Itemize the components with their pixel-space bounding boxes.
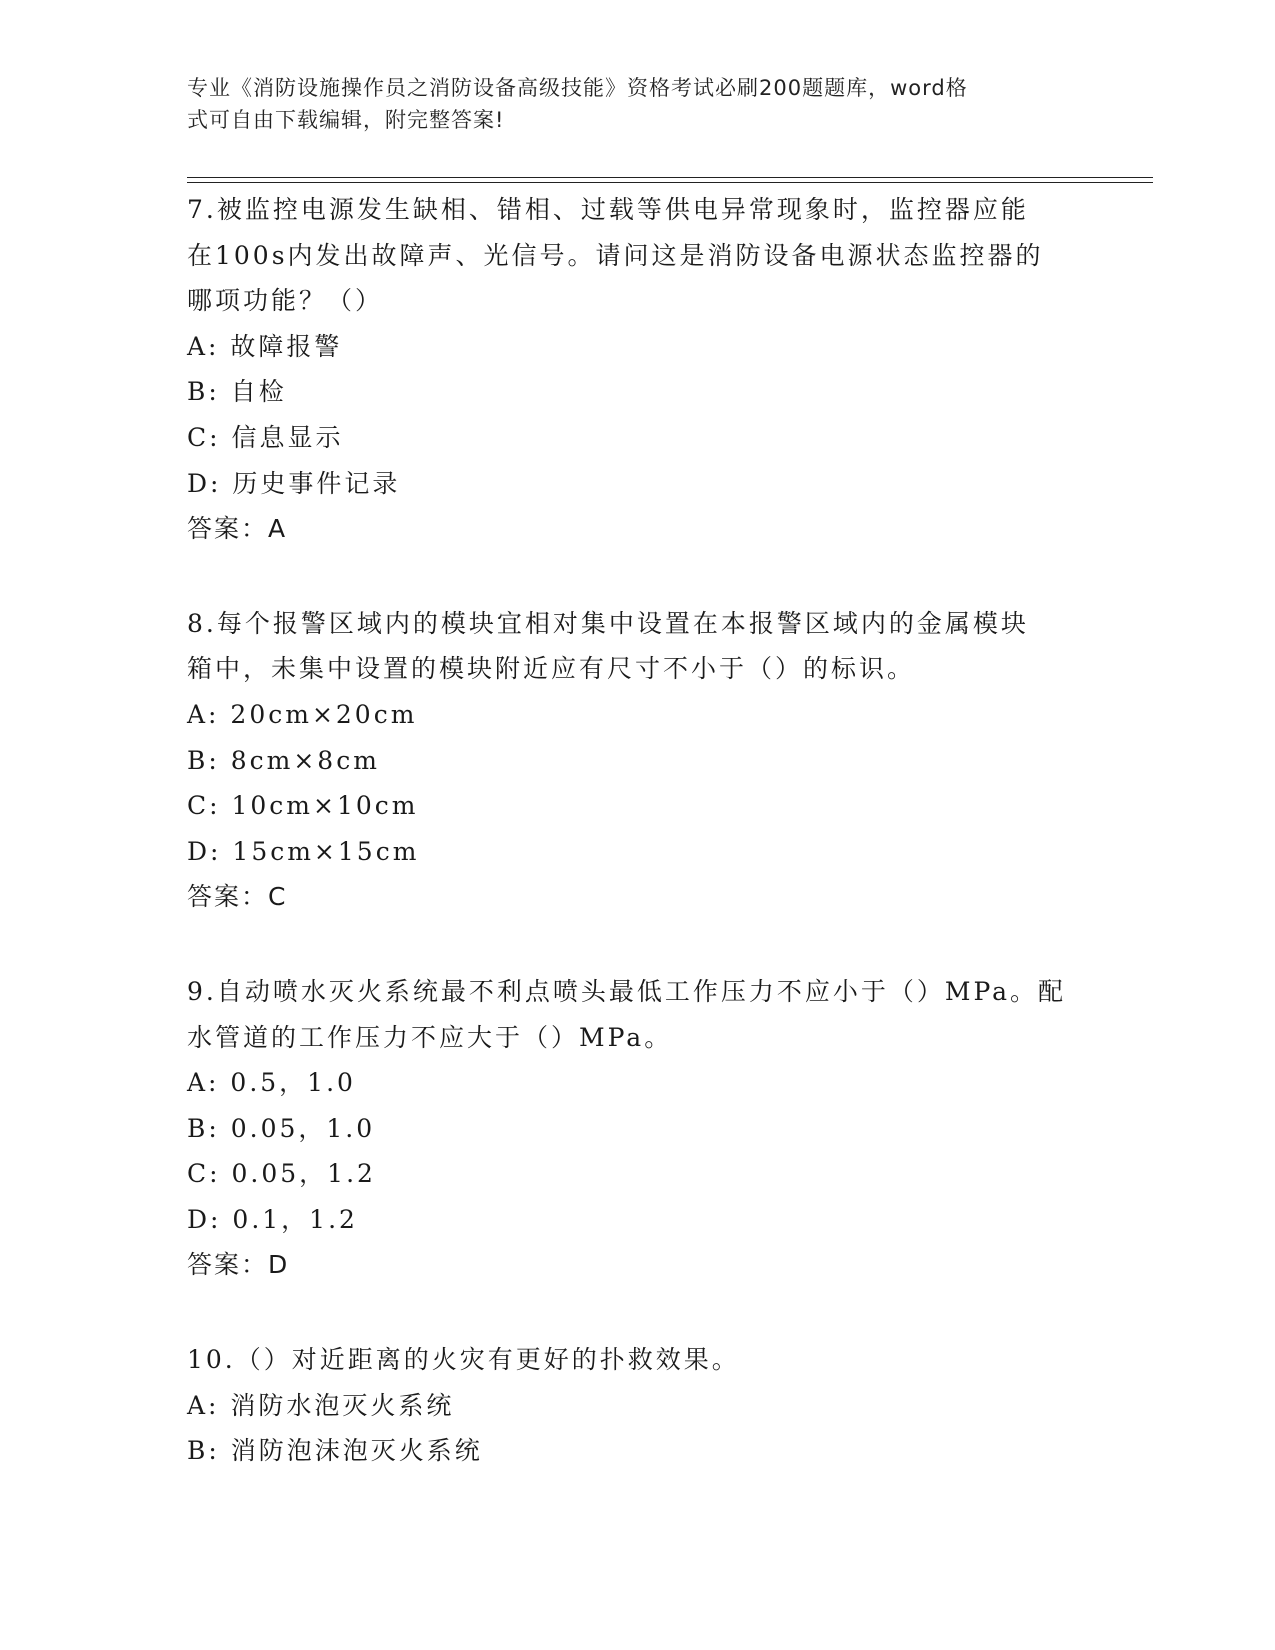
option-a: A: 消防水泡灭火系统: [187, 1390, 455, 1420]
question-7: [187, 187, 1087, 552]
question-8: [187, 601, 1087, 920]
answer-label: 答案：D: [187, 1250, 290, 1280]
question-stem-line: 在100s内发出故障声、光信号。请问这是消防设备电源状态监控器的: [187, 240, 1044, 270]
option-b: B: 消防泡沫泡灭火系统: [187, 1436, 483, 1466]
option-a: A: 0.5，1.0: [187, 1068, 356, 1098]
header-divider-top: [187, 177, 1153, 178]
option-c: C: 信息显示: [187, 422, 344, 452]
option-a: A: 故障报警: [187, 331, 343, 361]
question-stem-line: 哪项功能？（）: [187, 286, 384, 316]
question-stem-line: 7.被监控电源发生缺相、错相、过载等供电异常现象时，监控器应能: [187, 195, 1029, 224]
answer-label: 答案：C: [187, 882, 288, 912]
question-9: [187, 969, 1087, 1288]
option-b: B: 自检: [187, 377, 287, 407]
option-c: C: 10cm×10cm: [187, 791, 419, 821]
option-b: B: 0.05，1.0: [187, 1113, 376, 1143]
question-stem-line: 水管道的工作压力不应大于（）MPa。: [187, 1022, 673, 1052]
document-header: [187, 72, 1067, 136]
question-stem-line: 9.自动喷水灭火系统最不利点喷头最低工作压力不应小于（）MPa。配: [187, 976, 1067, 1006]
option-c: C: 0.05，1.2: [187, 1159, 376, 1189]
answer-label: 答案：A: [187, 514, 288, 544]
header-divider-bottom: [187, 182, 1153, 183]
question-list: [187, 187, 1087, 1523]
question-stem-line: 10.（）对近距离的火灾有更好的扑救效果。: [187, 1345, 740, 1375]
header-line-2: 式可自由下载编辑，附完整答案!: [187, 108, 505, 132]
question-stem-line: 8.每个报警区域内的模块宜相对集中设置在本报警区域内的金属模块: [187, 608, 1029, 638]
option-d: D: 历史事件记录: [187, 468, 401, 498]
option-d: D: 0.1，1.2: [187, 1204, 358, 1234]
option-b: B: 8cm×8cm: [187, 745, 380, 775]
question-10: [187, 1337, 1087, 1474]
header-line-1: 专业《消防设施操作员之消防设备高级技能》资格考试必刷200题题库，word格: [187, 76, 968, 100]
question-stem-line: 箱中，未集中设置的模块附近应有尺寸不小于（）的标识。: [187, 654, 916, 684]
option-d: D: 15cm×15cm: [187, 836, 420, 866]
option-a: A: 20cm×20cm: [187, 699, 418, 729]
